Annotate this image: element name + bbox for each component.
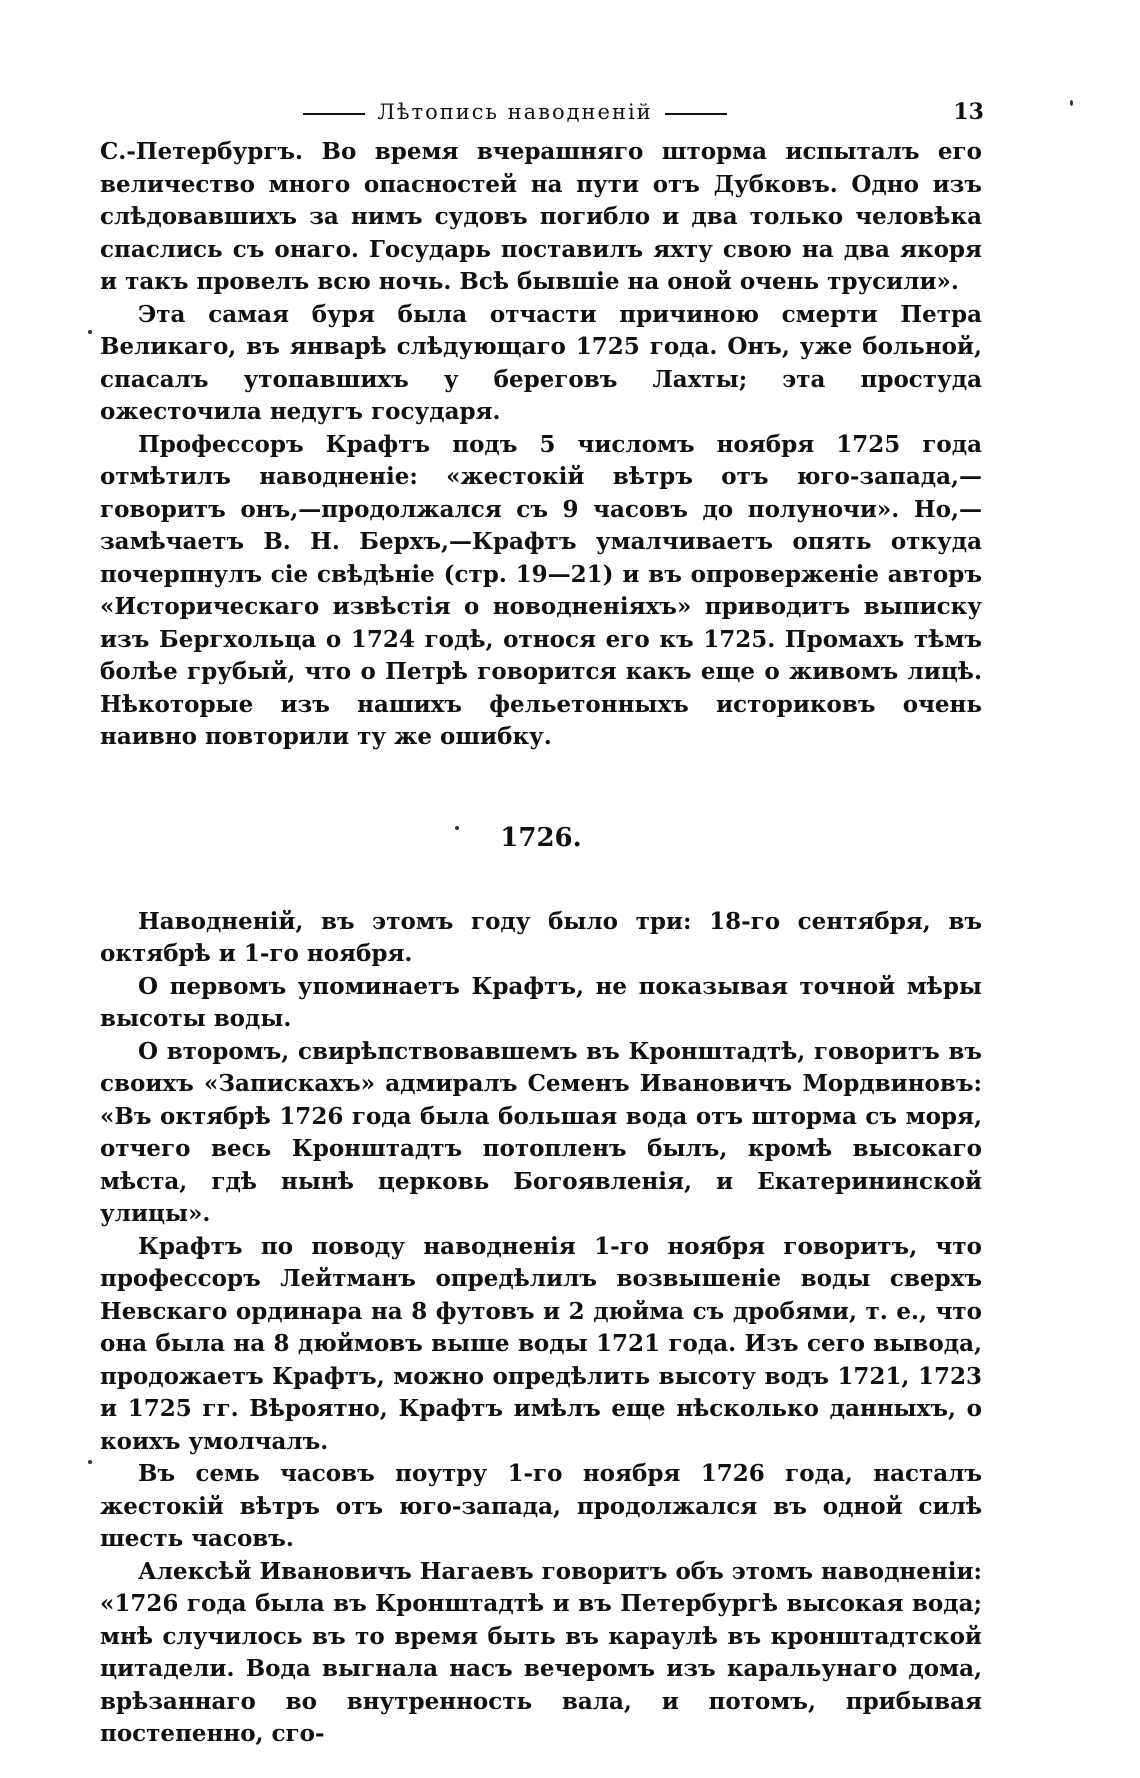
paragraph: Алексѣй Ивановичъ Нагаевъ говоритъ объ этомъ наводненіи: «1726 года была въ Кронштадтѣ и въ Петербургѣ высокая вода; мнѣ случилось въ то время быть въ караулѣ въ кронштадтской цитадели. Вода выгнала насъ вечеромъ изъ каральунаго дома, врѣзаннаго во внутренность вала, и потомъ, прибывая постепенно, сго- xyxy=(100,1557,982,1747)
print-speck xyxy=(88,1460,92,1464)
paragraph: О второмъ, свирѣпствовавшемъ въ Кронштадтѣ, говоритъ въ своихъ «Запискахъ» адмиралъ Семенъ Ивановичъ Мордвиновъ: «Въ октябрѣ 1726 года была большая вода отъ шторма съ моря, отчего весь Кронштадтъ потопленъ былъ, кромѣ высокаго мѣста, гдѣ нынѣ церковь Богоявленія, и Екатерининской улицы». xyxy=(100,1037,982,1227)
section-heading-year: 1726. xyxy=(500,822,582,853)
paragraph: Наводненій, въ этомъ году было три: 18-го сентября, въ октябрѣ и 1-го ноября. xyxy=(100,907,982,967)
print-speck xyxy=(88,330,92,334)
page-number: 13 xyxy=(953,99,984,125)
right-rule xyxy=(665,113,727,115)
left-rule xyxy=(303,113,365,115)
running-title-line xyxy=(100,94,990,130)
paragraph: Эта самая буря была отчасти причиною смерти Петра Великаго, въ январѣ слѣдующаго 1725 года. Онъ, уже больной, спасалъ утопавшихъ у береговъ Лахты; эта простуда ожесточила недугъ государя. xyxy=(100,300,982,425)
paragraph: О первомъ упоминаетъ Крафтъ, не показывая точной мѣры высоты воды. xyxy=(100,972,982,1032)
running-title: Лѣтопись наводненій xyxy=(377,100,653,124)
paragraph: Профессоръ Крафтъ подъ 5 числомъ ноября 1725 года отмѣтилъ наводненіе: «жестокій вѣтръ отъ юго-запада,—говоритъ онъ,—продолжался съ 9 часовъ до полуночи». Но,—замѣчаетъ В. Н. Берхъ,—Крафтъ умалчиваетъ опять откуда почерпнулъ сіе свѣдѣніе (стр. 19—21) и въ опроверженіе авторъ «Историческаго извѣстія о новодненіяхъ» приводитъ выписку изъ Бергхольца о 1724 годѣ, относя его къ 1725. Промахъ тѣмъ болѣе грубый, что о Петрѣ говорится какъ еще о живомъ лицѣ. Нѣкоторые изъ нашихъ фельетонныхъ историковъ очень наивно повторили ту же ошибку. xyxy=(100,430,982,750)
print-speck xyxy=(455,826,459,830)
text-body xyxy=(100,136,982,1751)
paragraph: Въ семь часовъ поутру 1-го ноября 1726 года, насталъ жестокій вѣтръ отъ юго-запада, продолжался въ одной силѣ шесть часовъ. xyxy=(100,1460,982,1552)
print-speck xyxy=(1070,100,1073,106)
paragraph: С.-Петербургъ. Во время вчерашняго шторма испыталъ его величество много опасностей на пути отъ Дубковъ. Одно изъ слѣдовавшихъ за нимъ судовъ погибло и два только человѣка спаслись съ онаго. Государь поставилъ яхту свою на два якоря и такъ провелъ всю ночь. Всѣ бывшіе на оной очень трусили». xyxy=(100,138,982,295)
paragraph: Крафтъ по поводу наводненія 1-го ноября говоритъ, что профессоръ Лейтманъ опредѣлилъ возвышеніе воды сверхъ Невскаго ординара на 8 футовъ и 2 дюйма съ дробями, т. е., что она была на 8 дюймовъ выше воды 1721 года. Изъ сего вывода, продожаетъ Крафтъ, можно опредѣлить высоту водъ 1721, 1723 и 1725 гг. Вѣроятно, Крафтъ имѣлъ еще нѣсколько данныхъ, о коихъ умолчалъ. xyxy=(100,1232,982,1455)
running-head xyxy=(100,94,990,130)
